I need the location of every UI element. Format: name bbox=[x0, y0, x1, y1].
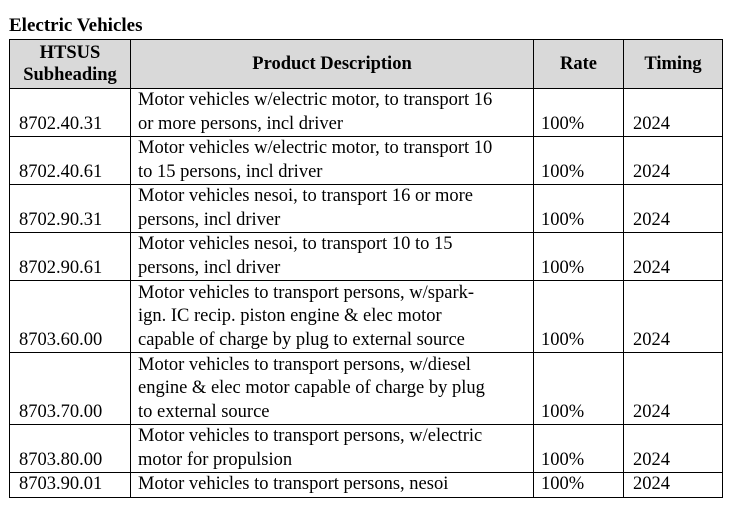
table-row bbox=[10, 233, 723, 281]
description-cell bbox=[131, 137, 534, 185]
description-line: persons, incl driver bbox=[138, 257, 281, 278]
rate-cell: 100% bbox=[534, 473, 624, 498]
table-row bbox=[10, 473, 723, 498]
table-row bbox=[10, 137, 723, 185]
rate-cell: 100% bbox=[534, 233, 624, 281]
description-cell bbox=[131, 185, 534, 233]
tariff-table bbox=[9, 39, 723, 498]
description-line: Motor vehicles to transport persons, w/spark- bbox=[138, 282, 475, 303]
timing-cell: 2024 bbox=[624, 233, 723, 281]
header-description: Product Description bbox=[131, 40, 534, 89]
subheading-cell: 8702.90.61 bbox=[10, 233, 131, 281]
table-row bbox=[10, 281, 723, 353]
description-line: Motor vehicles nesoi, to transport 16 or more bbox=[138, 186, 473, 206]
description-line: engine & elec motor capable of charge by plug bbox=[138, 378, 485, 398]
header-subheading-line1: HTSUS bbox=[39, 43, 101, 63]
timing-cell: 2024 bbox=[624, 473, 723, 498]
description-line: capable of charge by plug to external source bbox=[138, 329, 465, 350]
subheading-cell: 8703.80.00 bbox=[10, 425, 131, 473]
subheading-cell: 8703.60.00 bbox=[10, 281, 131, 353]
description-line: persons, incl driver bbox=[138, 209, 281, 230]
timing-cell: 2024 bbox=[624, 425, 723, 473]
description-cell bbox=[131, 353, 534, 425]
timing-cell: 2024 bbox=[624, 353, 723, 425]
header-timing: Timing bbox=[624, 40, 723, 89]
timing-cell: 2024 bbox=[624, 137, 723, 185]
description-line: Motor vehicles w/electric motor, to transport 10 bbox=[138, 138, 493, 158]
subheading-cell: 8703.90.01 bbox=[10, 473, 131, 498]
description-cell bbox=[131, 425, 534, 473]
description-line: Motor vehicles w/electric motor, to transport 16 bbox=[138, 90, 493, 110]
subheading-cell: 8702.40.61 bbox=[10, 137, 131, 185]
rate-cell: 100% bbox=[534, 137, 624, 185]
subheading-cell: 8702.90.31 bbox=[10, 185, 131, 233]
description-line: or more persons, incl driver bbox=[138, 113, 343, 134]
section-title: Electric Vehicles bbox=[9, 15, 143, 36]
header-subheading-line2: Subheading bbox=[23, 65, 117, 85]
description-line: Motor vehicles to transport persons, nesoi bbox=[138, 474, 449, 494]
description-line: Motor vehicles to transport persons, w/electric bbox=[138, 426, 483, 446]
description-line: to external source bbox=[138, 401, 270, 422]
description-cell bbox=[131, 89, 534, 137]
timing-cell: 2024 bbox=[624, 281, 723, 353]
subheading-cell: 8702.40.31 bbox=[10, 89, 131, 137]
table-row bbox=[10, 353, 723, 425]
description-cell bbox=[131, 473, 534, 498]
description-line: Motor vehicles nesoi, to transport 10 to 15 bbox=[138, 234, 453, 254]
table-row bbox=[10, 89, 723, 137]
rate-cell: 100% bbox=[534, 353, 624, 425]
description-cell bbox=[131, 233, 534, 281]
rate-cell: 100% bbox=[534, 89, 624, 137]
table-row bbox=[10, 185, 723, 233]
header-row bbox=[10, 40, 723, 89]
description-line: motor for propulsion bbox=[138, 449, 293, 470]
rate-cell: 100% bbox=[534, 425, 624, 473]
table-row bbox=[10, 425, 723, 473]
timing-cell: 2024 bbox=[624, 89, 723, 137]
description-line: ign. IC recip. piston engine & elec motor bbox=[138, 306, 442, 326]
rate-cell: 100% bbox=[534, 281, 624, 353]
description-line: Motor vehicles to transport persons, w/diesel bbox=[138, 354, 471, 375]
timing-cell: 2024 bbox=[624, 185, 723, 233]
header-subheading bbox=[10, 40, 131, 89]
description-line: to 15 persons, incl driver bbox=[138, 161, 323, 182]
subheading-cell: 8703.70.00 bbox=[10, 353, 131, 425]
header-rate: Rate bbox=[534, 40, 624, 89]
rate-cell: 100% bbox=[534, 185, 624, 233]
description-cell bbox=[131, 281, 534, 353]
